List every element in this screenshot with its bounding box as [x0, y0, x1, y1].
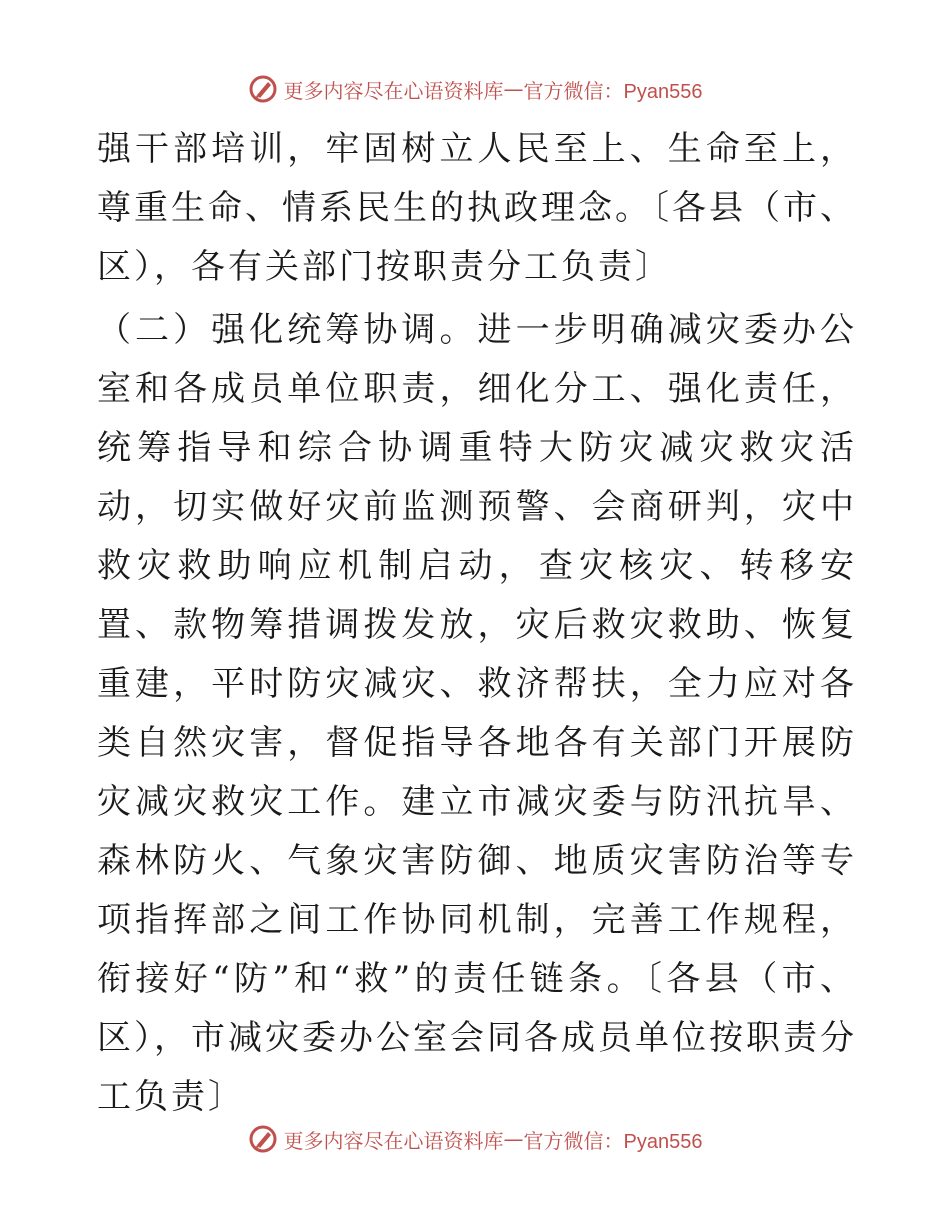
footer-watermark — [0, 1124, 950, 1154]
watermark-dash: — — [503, 77, 524, 101]
watermark-suffix: 官方微信：Pyan556 — [523, 80, 703, 103]
watermark-suffix: 官方微信：Pyan556 — [523, 1130, 703, 1153]
paragraph-continued: 强干部培训，牢固树立人民至上、生命至上，尊重生命、情系民生的执政理念。〔各县（市、区），各有关部门按职责分工负责〕 — [97, 129, 857, 287]
pen-logo-icon — [248, 74, 278, 104]
pen-logo-icon — [248, 1124, 278, 1154]
watermark-dash: — — [503, 1127, 524, 1151]
watermark-prefix: 更多内容尽在心语资料库 — [283, 1128, 504, 1153]
paragraph-coordination: （二）强化统筹协调。进一步明确减灾委办公室和各成员单位职责，细化分工、强化责任，统筹指导和综合协调重特大防灾减灾救灾活动，切实做好灾前监测预警、会商研判，灾中救灾救助响应机制启动，查灾核灾、转移安置、款物筹措调拨发放，灾后救灾救助、恢复重建，平时防灾减灾、救济帮扶，全力应对各类自然灾害，督促指导各地各有关部门开展防灾减灾救灾工作。建立市减灾委与防汛抗旱、森林防火、气象灾害防御、地质灾害防治等专项指挥部之间工作协同机制，完善工作规程，衔接好“防”和“救”的责任链条。〔各县（市、区），市减灾委办公室会同各成员单位按职责分工负责〕 — [97, 310, 857, 1117]
document-body — [97, 120, 857, 1127]
watermark-prefix: 更多内容尽在心语资料库 — [283, 78, 504, 103]
header-watermark — [0, 74, 950, 104]
